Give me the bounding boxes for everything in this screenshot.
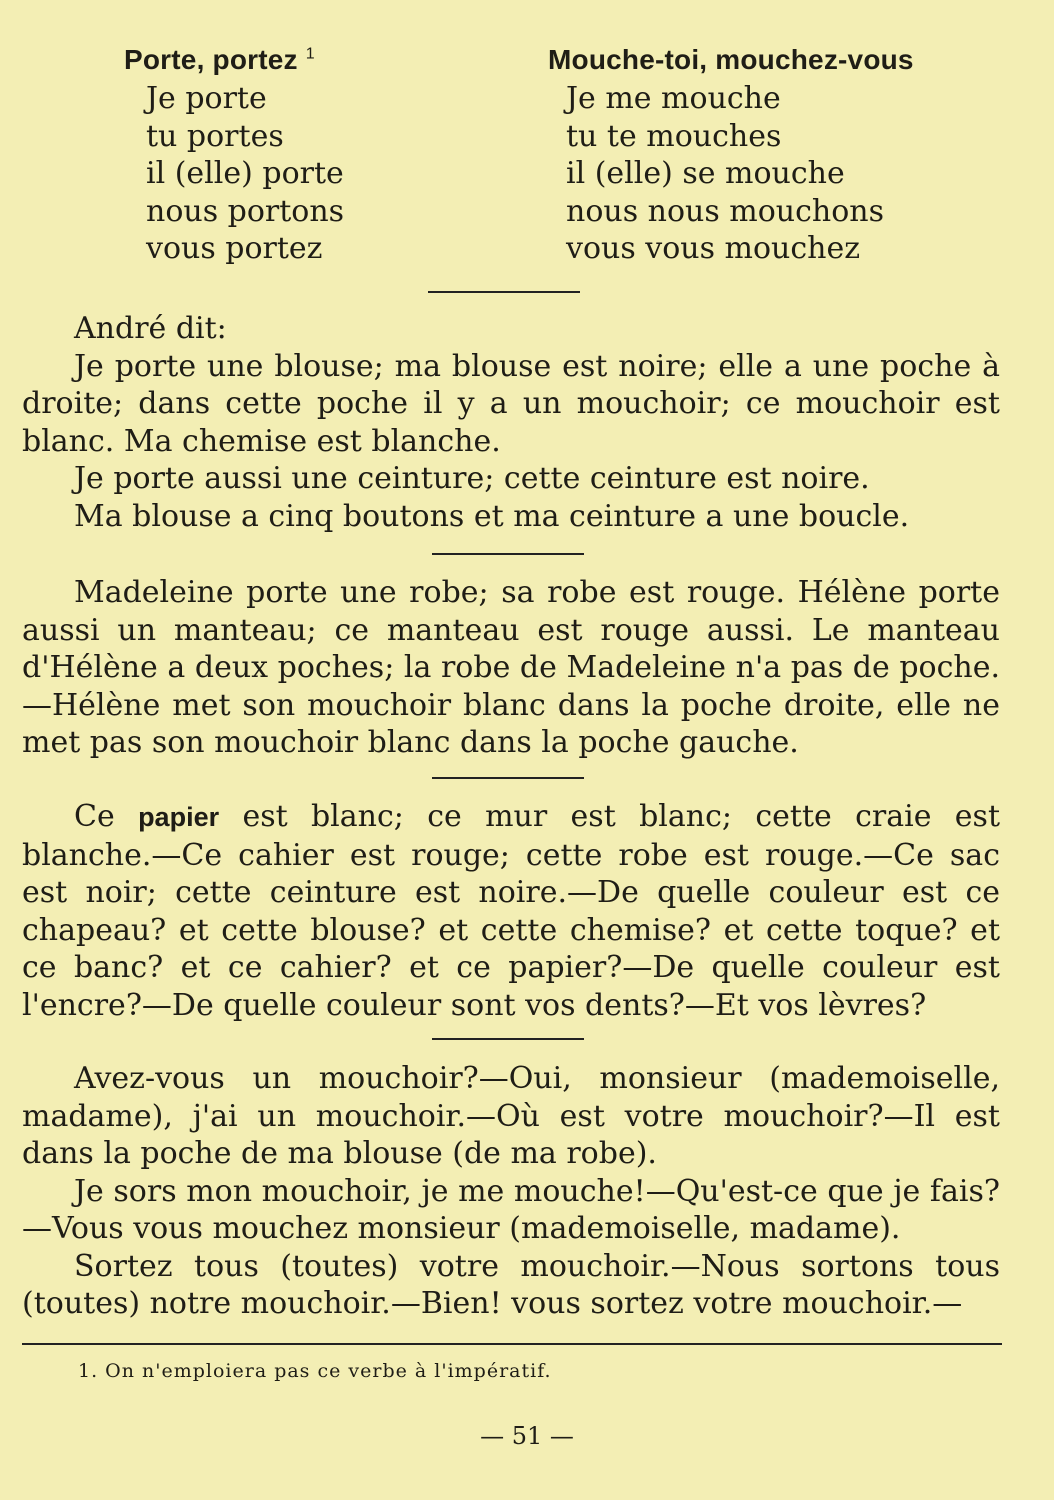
paragraph-sentence: Ma blouse a cinq boutons et ma ceinture a une boucle.	[74, 498, 910, 534]
paragraph-text: Madeleine porte une robe; sa robe est rouge. Hélène porte aussi un manteau; ce manteau est rouge aussi. Le manteau d'Hélène a deux poches; la robe de Madeleine n'a pas de poche.—Hélène met son mouchoir blanc dans la poche droite, elle ne met pas son mouchoir blanc dans la poche gauche.	[22, 575, 1000, 760]
conjugation-line: vous vous mouchez	[566, 231, 861, 266]
conjugation-line: il (elle) se mouche	[566, 156, 845, 191]
left-heading-text: Porte, portez	[124, 44, 298, 75]
left-conjugation-list	[146, 80, 344, 268]
conjugation-line: nous nous mouchons	[566, 193, 885, 229]
emphasized-word: papier	[138, 802, 220, 832]
right-conjugation-list	[566, 80, 884, 268]
section-divider	[432, 777, 584, 779]
section-divider	[432, 1038, 584, 1040]
page-number: — 51 —	[480, 1422, 574, 1450]
section-divider	[428, 291, 580, 293]
paragraph-colors	[22, 798, 1000, 1024]
left-column-heading	[124, 44, 315, 76]
conjugation-line: nous portons	[146, 193, 345, 229]
paragraph-text-start: Ce	[74, 799, 115, 834]
paragraph-sentence: Je porte aussi une ceinture; cette ceinture est noire.	[74, 461, 870, 496]
conjugation-line: tu portes	[146, 118, 284, 154]
conjugation-line: Je me mouche	[566, 81, 781, 116]
paragraph-mouchoir	[22, 1060, 1000, 1323]
paragraph-madeleine	[22, 574, 1000, 762]
conjugation-line: il (elle) porte	[146, 156, 344, 191]
conjugation-line: vous portez	[146, 231, 323, 266]
paragraph-sentence: Avez-vous un mouchoir?—Oui, monsieur (mademoiselle, madame), j'ai un mouchoir.—Où est votre mouchoir?—Il est dans la poche de ma blouse (de ma robe).	[22, 1061, 1000, 1171]
footnote-marker: 1	[305, 45, 315, 63]
paragraph-sentence: Je sors mon mouchoir, je me mouche!—Qu'est-ce que je fais?—Vous vous mouchez monsieur (mademoiselle, madame).	[22, 1173, 1000, 1246]
conjugation-line: Je porte	[146, 81, 267, 116]
footnote: 1. On n'emploiera pas ce verbe à l'impératif.	[78, 1360, 552, 1382]
footnote-rule	[22, 1343, 1002, 1345]
paragraph-text-rest: est blanc; ce mur est blanc; cette craie est blanche.—Ce cahier est rouge; cette robe est rouge.—Ce sac est noir; cette ceinture est noire.—De quelle couleur est ce chapeau? et cette blouse? et cette chemise? et cette toque? et ce banc? et ce cahier? et ce papier?—De quelle couleur est l'encre?—De quelle couleur sont vos dents?—Et vos lèvres?	[22, 799, 1000, 1023]
section-divider	[432, 553, 584, 555]
paragraph-sentence: Je porte une blouse; ma blouse est noire; elle a une poche à droite; dans cette poche il y a un mouchoir; ce mouchoir est blanc. Ma chemise est blanche.	[22, 348, 1000, 459]
paragraph-sentence: Sortez tous (toutes) votre mouchoir.—Nous sortons tous (toutes) notre mouchoir.—Bien! vous sortez votre mouchoir.—	[22, 1248, 1000, 1321]
paragraph-andre	[22, 310, 1000, 535]
right-column-heading: Mouche-toi, mouchez-vous	[548, 44, 914, 75]
paragraph-intro: André dit:	[74, 311, 227, 346]
conjugation-line: tu te mouches	[566, 118, 782, 154]
